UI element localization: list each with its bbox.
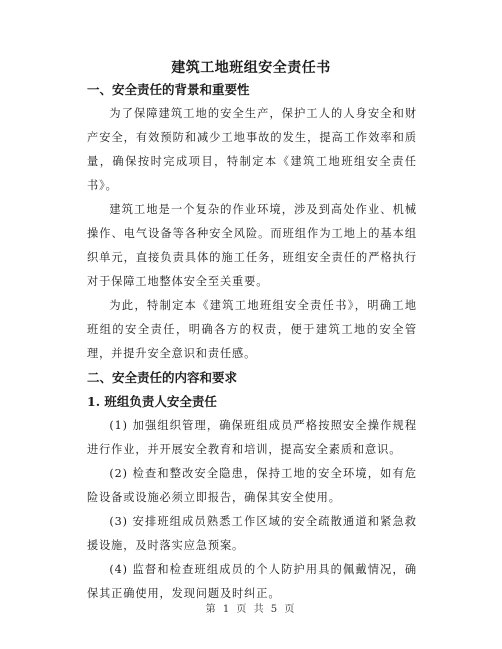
section-heading-background: 一、安全责任的背景和重要性 [87,82,250,97]
list-item: (1) 加强组织管理，确保班组成员严格按照安全操作规程进行作业，并开展安全教育和培训，提高安全素质和意识。 [87,419,417,456]
list-item: (4) 监督和检查班组成员的个人防护用具的佩戴情况，确保其正确使用，发现问题及时纠正。 [87,563,417,600]
footer-middle: 页 共 [236,604,266,615]
paragraph: 为了保障建筑工地的安全生产，保护工人的人身安全和财产安全，有效预防和减少工地事故的发生，提高工作效率和质量，确保按时完成项目，特制定本《建筑工地班组安全责任书》。 [87,107,417,192]
paragraph: 建筑工地是一个复杂的作业环境，涉及到高处作业、机械操作、电气设备等各种安全风险。而班组作为工地上的基本组织单元，直接负责具体的施工任务，班组安全责任的严格执行对于保障工地整体安全至关重要。 [87,203,417,288]
page-footer [0,603,502,617]
footer-prefix: 第 [205,604,218,615]
section-heading-content: 二、安全责任的内容和要求 [87,370,238,385]
total-page-count: 5 [270,604,280,615]
subsection-heading-team-leader: 1. 班组负责人安全责任 [87,394,217,409]
list-item: (2) 检查和整改安全隐患，保持工地的安全环境，如有危险设备或设施必须立即报告，确保其安全使用。 [87,467,417,504]
paragraph: 为此，特制定本《建筑工地班组安全责任书》，明确工地班组的安全责任，明确各方的权责，便于建筑工地的安全管理，并提升安全意识和责任感。 [87,299,417,360]
document-body [87,78,417,606]
current-page-number: 1 [222,604,232,615]
document-title: 建筑工地班组安全责任书 [171,60,331,76]
footer-suffix: 页 [284,604,297,615]
list-item: (3) 安排班组成员熟悉工作区域的安全疏散通道和紧急救援设施，及时落实应急预案。 [87,515,417,552]
